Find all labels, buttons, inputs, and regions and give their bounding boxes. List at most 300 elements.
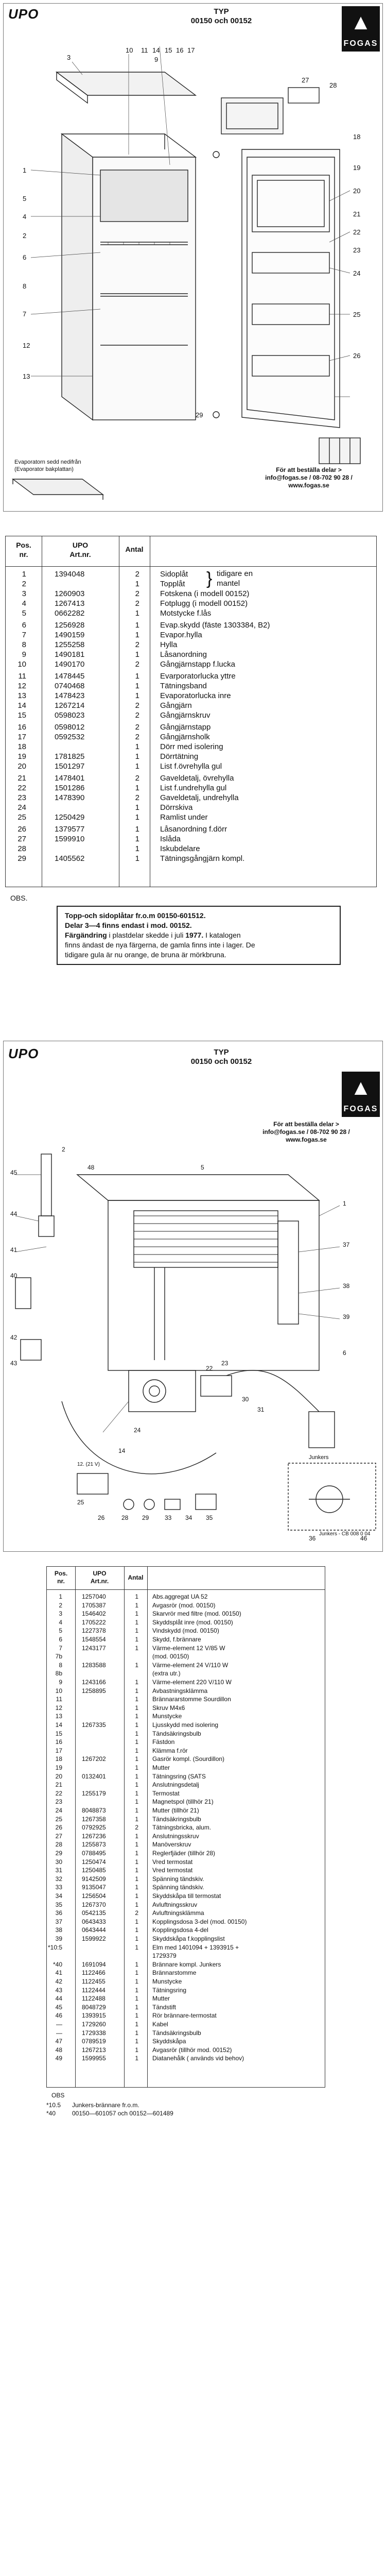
cell-desc: Hylla <box>160 640 178 649</box>
cell-antal: 1 <box>135 813 139 822</box>
title-typ: TYP <box>214 7 229 16</box>
cell-desc: Termostat <box>152 1789 180 1797</box>
order-info-sheet-1 <box>237 466 381 489</box>
cell-pos: 17 <box>55 1747 62 1754</box>
table-row <box>47 1738 325 1747</box>
sheet-1-diagram-page <box>0 0 386 515</box>
cell-antal: 1 <box>135 2003 138 2011</box>
table-row <box>6 761 376 771</box>
cell-antal: 2 <box>135 589 139 598</box>
cell-art: 1122455 <box>82 1978 106 1985</box>
cell-antal: 2 <box>135 701 139 710</box>
svg-text:24: 24 <box>134 1427 141 1434</box>
cell-art: 1260903 <box>55 589 85 598</box>
diagram-ref: Junkers - CB 008 0 04 <box>319 1531 371 1537</box>
cell-desc: Evaporatorlucka inre <box>160 691 231 700</box>
table-row <box>47 1626 325 1635</box>
cell-pos: 32 <box>55 1875 62 1883</box>
svg-text:23: 23 <box>353 246 361 254</box>
cell-desc: Evarporatorlucka yttre <box>160 672 236 681</box>
cell-art: 1501286 <box>55 784 85 792</box>
cell-desc: Spänning tändskiv. <box>152 1875 204 1883</box>
col-header-upo <box>42 540 119 559</box>
cell-art: 1267236 <box>82 1832 106 1840</box>
cell-art: 1599922 <box>82 1935 106 1942</box>
cell-pos: 10 <box>55 1687 62 1694</box>
cell-desc: Låsanordning f.dörr <box>160 825 227 834</box>
cell-art: 1478401 <box>55 774 85 783</box>
svg-text:48: 48 <box>87 1164 95 1171</box>
col-header-upo-2b: Art.nr. <box>90 1578 109 1585</box>
title-models-2: 00150 och 00152 <box>190 1057 252 1066</box>
table-row <box>47 2029 325 2038</box>
cell-pos: 45 <box>55 2003 62 2011</box>
cell-antal: 1 <box>135 2021 138 2028</box>
footnote-label: OBS <box>51 2092 65 2099</box>
obs-label-1: OBS. <box>10 894 28 902</box>
cell-antal: 1 <box>135 1738 138 1746</box>
table-row <box>6 701 376 710</box>
cell-antal: 1 <box>135 672 139 681</box>
cell-antal: 1 <box>135 1995 138 2003</box>
table-row <box>47 1892 325 1901</box>
cell-antal: 1 <box>135 1943 138 1951</box>
cell-antal: 1 <box>135 621 139 630</box>
cell-desc: Gaveldetalj, undrehylla <box>160 793 239 802</box>
cell-desc: List f.undrehylla gul <box>160 784 227 792</box>
cell-desc: Kabel <box>152 2021 168 2028</box>
cell-desc: 1729379 <box>152 1952 177 1960</box>
cell-pos: 25 <box>55 1815 62 1823</box>
cell-art: 0598023 <box>55 711 85 720</box>
cell-antal: 1 <box>135 1781 138 1789</box>
cell-pos: 41 <box>55 1969 62 1977</box>
cell-pos: 22 <box>17 784 26 792</box>
cell-desc: Gångjärnstapp <box>160 723 211 732</box>
cell-art: 1243166 <box>82 1679 106 1686</box>
svg-text:25: 25 <box>77 1499 84 1506</box>
cell-antal: 2 <box>135 1909 138 1917</box>
order-line-2-s2[interactable]: info@fogas.se / 08-702 90 28 / <box>262 1128 350 1136</box>
table-row <box>6 854 376 863</box>
cell-desc: Manöverskruv <box>152 1841 191 1849</box>
cell-antal: 1 <box>135 1721 138 1728</box>
table-row <box>47 1704 325 1713</box>
cell-art: 1501297 <box>55 762 85 771</box>
cell-pos: 24 <box>17 803 26 812</box>
table-row <box>6 630 376 640</box>
cell-pos: 26 <box>55 1824 62 1832</box>
title-models: 00150 och 00152 <box>190 16 252 25</box>
cell-desc: Avgasrör (mod. 00150) <box>152 1601 216 1609</box>
order-line-2[interactable]: info@fogas.se / 08-702 90 28 / <box>265 474 353 481</box>
cell-antal: 1 <box>135 1867 138 1874</box>
col-header-antal: Antal <box>125 545 144 553</box>
cell-pos: 15 <box>55 1730 62 1737</box>
col-header-pos-a: Pos. <box>16 541 31 549</box>
cell-antal: 1 <box>135 1713 138 1720</box>
svg-text:20: 20 <box>353 187 361 195</box>
fogas-logo <box>342 6 380 52</box>
cell-desc: Fotskena (i modell 00152) <box>160 589 250 598</box>
cell-art: 1599910 <box>55 835 85 843</box>
cell-pos: 7b <box>55 1653 62 1660</box>
title-typ-2: TYP <box>214 1048 229 1057</box>
cell-art: 1227378 <box>82 1627 106 1635</box>
cell-pos: 16 <box>55 1738 62 1746</box>
cell-desc: Vred termostat <box>152 1867 193 1874</box>
svg-text:43: 43 <box>10 1360 17 1367</box>
cell-pos: 25 <box>17 813 26 822</box>
cell-antal: 1 <box>135 609 139 618</box>
svg-text:12: 12 <box>23 342 30 349</box>
cell-pos: 11 <box>18 672 26 681</box>
table-row <box>47 2003 325 2012</box>
cell-desc: Värme-element 24 V/110 W <box>152 1661 229 1669</box>
svg-text:21: 21 <box>353 210 361 218</box>
cell-antal: 1 <box>135 1789 138 1797</box>
col-header-pos-2a: Pos. <box>54 1570 68 1577</box>
table-row <box>47 1687 325 1696</box>
table-row <box>47 1909 325 1918</box>
table-row <box>47 1781 325 1789</box>
cell-antal: 1 <box>135 1618 138 1626</box>
cell-desc: Gångjärnstapp f.lucka <box>160 660 235 669</box>
table-row <box>47 1635 325 1644</box>
cell-art: 1405562 <box>55 854 85 863</box>
order-line-3[interactable]: www.fogas.se <box>288 482 329 489</box>
cell-pos: 2 <box>22 580 26 588</box>
cell-desc: Tändstift <box>152 2003 177 2011</box>
table-row <box>47 1823 325 1832</box>
cell-art: 1250485 <box>82 1867 106 1874</box>
cell-pos: 6 <box>22 621 26 630</box>
table-row <box>47 1609 325 1618</box>
cell-pos: 20 <box>17 762 26 771</box>
svg-text:29: 29 <box>142 1514 149 1521</box>
cell-pos: 7 <box>22 631 26 639</box>
cell-pos: 36 <box>55 1909 62 1917</box>
cell-desc: Dörr med isolering <box>160 742 223 751</box>
cell-antal: 2 <box>135 774 139 783</box>
svg-text:30: 30 <box>242 1396 249 1403</box>
cell-antal: 1 <box>135 1772 138 1780</box>
cell-pos: 7 <box>59 1644 62 1652</box>
table-row <box>6 579 376 589</box>
cell-pos: 28 <box>17 844 26 853</box>
cell-art: 1267335 <box>82 1721 106 1728</box>
cell-desc: Diatanehålk ( används vid behov) <box>152 2055 244 2062</box>
cell-art: 1267213 <box>82 2046 106 2054</box>
parts-table-1: Pos. nr. UPO Art.nr. Antal 1 1394048 2 Sidoplåt 2 1 Topplåt 3 1260903 2 Fotskena (i modell 00152) 4 1267413 2 Fotplugg (i modell 00152) 5 0662282 1 Motstycke f.lås 6 1256928 1 Evap.skydd (fäste 1303384, B2) 7 1490159 1 Evapor.hylla 8 1255258 2 Hylla 9 1490181 1 Låsanordning 10 1490170 2 Gångjärnstapp f.lucka 11 1478445 1 Evarporatorlucka yttre 12 0740468 1 Tätningsband 13 1478423 1 Evaporatorlucka inre 14 1267214 2 Gångjärn 15 0598023 2 Gångjärnskruv 16 0598012 2 Gångjärnstapp 17 0592532 2 Gångjärnsholk 18 1 Dörr med isolering 19 1781825 1 Dörrtätning 20 1501297 1 List f.övrehylla gul 21 1478401 2 Gaveldetalj, övrehylla 22 1501286 1 List f.undrehylla gul 23 1478390 2 Gaveldetalj, undrehylla 24 1 Dörrskiva 25 1250429 1 Ramlist under 26 1379577 1 Låsanordning f.dörr 27 1599910 1 Islåda 28 1 Iskubdelare 29 1405562 1 Tätningsgångjärn kompl. } tidigare en mantel <box>5 536 377 887</box>
cell-pos: 5 <box>59 1627 62 1635</box>
cell-pos: 13 <box>17 691 26 700</box>
table-row <box>6 671 376 681</box>
cell-pos: 48 <box>55 2046 62 2054</box>
cell-desc: Värme-element 12 V/85 W <box>152 1644 225 1652</box>
cell-pos: 11 <box>56 1696 62 1703</box>
cell-antal: 1 <box>135 1696 138 1703</box>
cell-art: 1478445 <box>55 672 85 681</box>
table-row <box>47 1644 325 1653</box>
svg-text:35: 35 <box>206 1514 213 1521</box>
table-row <box>47 2046 325 2055</box>
svg-text:22: 22 <box>206 1365 213 1372</box>
cell-pos: 6 <box>59 1636 62 1643</box>
table-row <box>6 659 376 669</box>
table-row <box>47 1747 325 1755</box>
svg-text:28: 28 <box>121 1514 129 1521</box>
cell-art: 1729338 <box>82 2029 106 2037</box>
cell-art: 1490181 <box>55 650 85 659</box>
cell-art: 0788495 <box>82 1850 106 1857</box>
cell-antal: 1 <box>135 1627 138 1635</box>
svg-text:46: 46 <box>360 1535 367 1542</box>
cell-pos: 8 <box>59 1661 62 1669</box>
svg-text:14: 14 <box>118 1447 126 1454</box>
cell-desc: Ramlist under <box>160 813 208 822</box>
table-row <box>47 1883 325 1892</box>
cell-antal: 1 <box>135 1636 138 1643</box>
obs-line-3a: Färgändring <box>65 931 107 939</box>
obs-line-3d: I katalogen <box>203 931 241 939</box>
cell-desc: Avluftningsklämma <box>152 1909 204 1917</box>
cell-art: 1267358 <box>82 1815 106 1823</box>
evaporator-caption-1: Evaporatorn sedd nedifrån <box>14 459 81 465</box>
cell-art: 0792925 <box>82 1824 106 1832</box>
svg-text:18: 18 <box>353 133 361 141</box>
table-row <box>47 1935 325 1943</box>
cell-pos: 16 <box>17 723 26 732</box>
cell-desc: Mutter <box>152 1764 170 1771</box>
cell-antal: 1 <box>135 2029 138 2037</box>
cell-pos: 4 <box>22 599 26 608</box>
svg-text:2: 2 <box>23 232 27 240</box>
parts-table-2 <box>46 1566 325 2088</box>
cell-antal: 1 <box>135 1986 138 1994</box>
cell-pos: 35 <box>55 1901 62 1908</box>
cell-pos: 24 <box>55 1807 62 1814</box>
cell-art: 1267413 <box>55 599 85 608</box>
cell-antal: 1 <box>135 691 139 700</box>
cell-desc: Topplåt <box>160 580 185 588</box>
svg-text:14: 14 <box>152 46 160 54</box>
svg-text:45: 45 <box>10 1169 17 1176</box>
upo-brand-logo-2: UPO <box>8 1046 39 1061</box>
cell-art: 1267214 <box>55 701 85 710</box>
table-row <box>47 1977 325 1986</box>
cell-art: 1258895 <box>82 1687 106 1694</box>
cell-art: 0740468 <box>55 682 85 690</box>
cell-desc: Iskubdelare <box>160 844 200 853</box>
col-header-antal-2: Antal <box>128 1574 144 1581</box>
svg-text:2: 2 <box>62 1146 65 1153</box>
table-row <box>6 803 376 812</box>
cell-art: 1478423 <box>55 691 85 700</box>
cell-antal: 1 <box>135 1901 138 1908</box>
cell-art: 1122444 <box>82 1986 106 1994</box>
cell-art: 9135047 <box>82 1884 106 1891</box>
table-row <box>47 2011 325 2020</box>
table-row <box>47 1601 325 1610</box>
cell-desc: Vindskydd (mod. 00150) <box>152 1627 219 1635</box>
cell-desc: Tändsäkringsbulb <box>152 1730 201 1737</box>
cell-antal: 1 <box>135 1601 138 1609</box>
cell-antal: 2 <box>135 640 139 649</box>
cell-desc: Sidoplåt <box>160 570 188 579</box>
table-row <box>6 589 376 599</box>
cell-antal: 1 <box>135 650 139 659</box>
cell-desc: Tätningsring (SATS <box>152 1772 206 1780</box>
order-line-3-s2[interactable]: www.fogas.se <box>286 1136 327 1143</box>
cell-antal: 1 <box>135 2046 138 2054</box>
cell-desc: Rör brännare-termostat <box>152 2012 217 2020</box>
cell-antal: 1 <box>135 1661 138 1669</box>
cell-desc: Låsanordning <box>160 650 207 659</box>
svg-text:5: 5 <box>23 195 27 202</box>
cell-desc: Magnetspol (tillhör 21) <box>152 1798 214 1806</box>
cell-desc: Evapor.hylla <box>160 631 202 639</box>
cell-desc: Mutter <box>152 1995 170 2003</box>
cell-art: 1548554 <box>82 1636 106 1643</box>
table-row <box>47 1943 325 1952</box>
cell-pos: 27 <box>17 835 26 843</box>
cell-art: 1691094 <box>82 1960 106 1968</box>
svg-text:3: 3 <box>67 54 71 61</box>
cell-antal: 1 <box>135 1935 138 1942</box>
refrigerator-exploded-diagram <box>0 46 386 500</box>
cell-art: 1546402 <box>82 1610 106 1618</box>
cell-desc: Munstycke <box>152 1713 182 1720</box>
cell-pos: 1 <box>22 570 26 579</box>
cell-art: 0542135 <box>82 1909 106 1917</box>
obs-line-5: tidigare gula är nu orange, de bruna är mörkbruna. <box>65 951 226 959</box>
svg-text:4: 4 <box>23 213 27 221</box>
cell-art: 1255258 <box>55 640 85 649</box>
table-row <box>6 824 376 834</box>
cell-desc: (extra utr.) <box>152 1670 181 1677</box>
table-row <box>47 1969 325 1977</box>
svg-text:11: 11 <box>141 46 148 54</box>
cell-antal: 1 <box>135 1807 138 1814</box>
cell-antal: 1 <box>135 803 139 812</box>
cell-art: 0132401 <box>82 1772 106 1780</box>
cell-desc: Gaveldetalj, övrehylla <box>160 774 234 783</box>
table-row <box>47 1721 325 1730</box>
svg-text:8: 8 <box>23 282 27 290</box>
cell-antal: 1 <box>135 1918 138 1925</box>
diagram-note-1: 12. (21 V) <box>77 1462 100 1467</box>
sheet-2-parts-page <box>0 1561 386 2576</box>
cell-antal: 1 <box>135 580 139 588</box>
table-row <box>47 1772 325 1781</box>
table-row <box>6 812 376 822</box>
cell-desc: Klämma f.rör <box>152 1747 188 1754</box>
cell-art: 1257040 <box>82 1593 106 1600</box>
table-row <box>47 1901 325 1909</box>
cell-antal: 1 <box>135 844 139 853</box>
cell-pos: 3 <box>59 1610 62 1618</box>
cell-art: 9142509 <box>82 1875 106 1883</box>
cell-antal: 1 <box>135 1978 138 1985</box>
cell-pos: — <box>56 2029 62 2037</box>
cell-desc: Dörrtätning <box>160 752 199 761</box>
cell-art: 0643433 <box>82 1918 106 1925</box>
cell-pos: 2 <box>59 1601 62 1609</box>
table-row <box>6 752 376 761</box>
svg-text:26: 26 <box>98 1514 105 1521</box>
cell-desc: Avluftningsskruv <box>152 1901 198 1908</box>
cell-desc: Skyddsplåt inre (mod. 00150) <box>152 1618 233 1626</box>
table-row <box>6 569 376 579</box>
cell-desc: Skydd, f.brännare <box>152 1636 201 1643</box>
svg-text:38: 38 <box>343 1282 350 1290</box>
svg-text:44: 44 <box>10 1210 17 1217</box>
cell-antal: 1 <box>135 762 139 771</box>
cell-art: 1599955 <box>82 2055 106 2062</box>
footnote-marker-2: *40 <box>46 2110 56 2117</box>
cell-desc: Skyddskåpa till termostat <box>152 1892 221 1900</box>
cell-desc: Skarvrör med filtre (mod. 00150) <box>152 1610 241 1618</box>
cell-antal: 1 <box>135 752 139 761</box>
cell-antal: 1 <box>135 1892 138 1900</box>
brace-note-1: tidigare en <box>217 569 253 578</box>
cell-pos: 15 <box>17 711 26 720</box>
order-line-1-s2: För att beställa delar > <box>273 1121 339 1128</box>
cell-art: 1490159 <box>55 631 85 639</box>
cell-pos: 4 <box>59 1618 62 1626</box>
cell-pos: 8b <box>55 1670 62 1677</box>
cell-art: 1781825 <box>55 752 85 761</box>
table-row <box>47 1806 325 1815</box>
evaporator-caption-2: (Evaporator bakplattan) <box>14 466 74 472</box>
cell-antal: 1 <box>135 1969 138 1977</box>
cell-antal: 1 <box>135 2055 138 2062</box>
cell-pos: 10 <box>17 660 26 669</box>
cell-pos: 9 <box>59 1679 62 1686</box>
upo-brand-logo: UPO <box>8 6 39 22</box>
obs-line-2: Delar 3—4 finns endast i mod. 00152. <box>65 921 192 929</box>
cell-art: 1393915 <box>82 2012 106 2020</box>
table-row <box>47 2037 325 2046</box>
table-row <box>6 681 376 691</box>
svg-text:13: 13 <box>23 372 30 380</box>
cell-antal: 1 <box>135 1798 138 1806</box>
cell-pos: 42 <box>55 1978 62 1985</box>
cell-antal: 1 <box>135 1730 138 1737</box>
header-divider <box>6 566 376 567</box>
cell-desc: Tätningsband <box>160 682 207 690</box>
cell-desc: Fästdon <box>152 1738 175 1746</box>
cell-pos: 22 <box>55 1789 62 1797</box>
cell-desc: (mod. 00150) <box>152 1653 189 1660</box>
cell-desc: Gångjärn <box>160 701 192 710</box>
cell-art: 1122488 <box>82 1995 106 2003</box>
cell-art: 1379577 <box>55 825 85 834</box>
svg-text:22: 22 <box>353 228 361 236</box>
table-row <box>6 599 376 608</box>
table-row <box>47 1840 325 1849</box>
cell-pos: 29 <box>55 1850 62 1857</box>
cell-pos: 5 <box>22 609 26 618</box>
table-row <box>47 1926 325 1935</box>
cell-art: 1256504 <box>82 1892 106 1900</box>
cell-antal: 1 <box>135 1884 138 1891</box>
cell-antal: 1 <box>135 1704 138 1711</box>
table-row <box>47 1798 325 1806</box>
cell-antal: 2 <box>135 599 139 608</box>
obs-line-3 <box>65 930 332 940</box>
